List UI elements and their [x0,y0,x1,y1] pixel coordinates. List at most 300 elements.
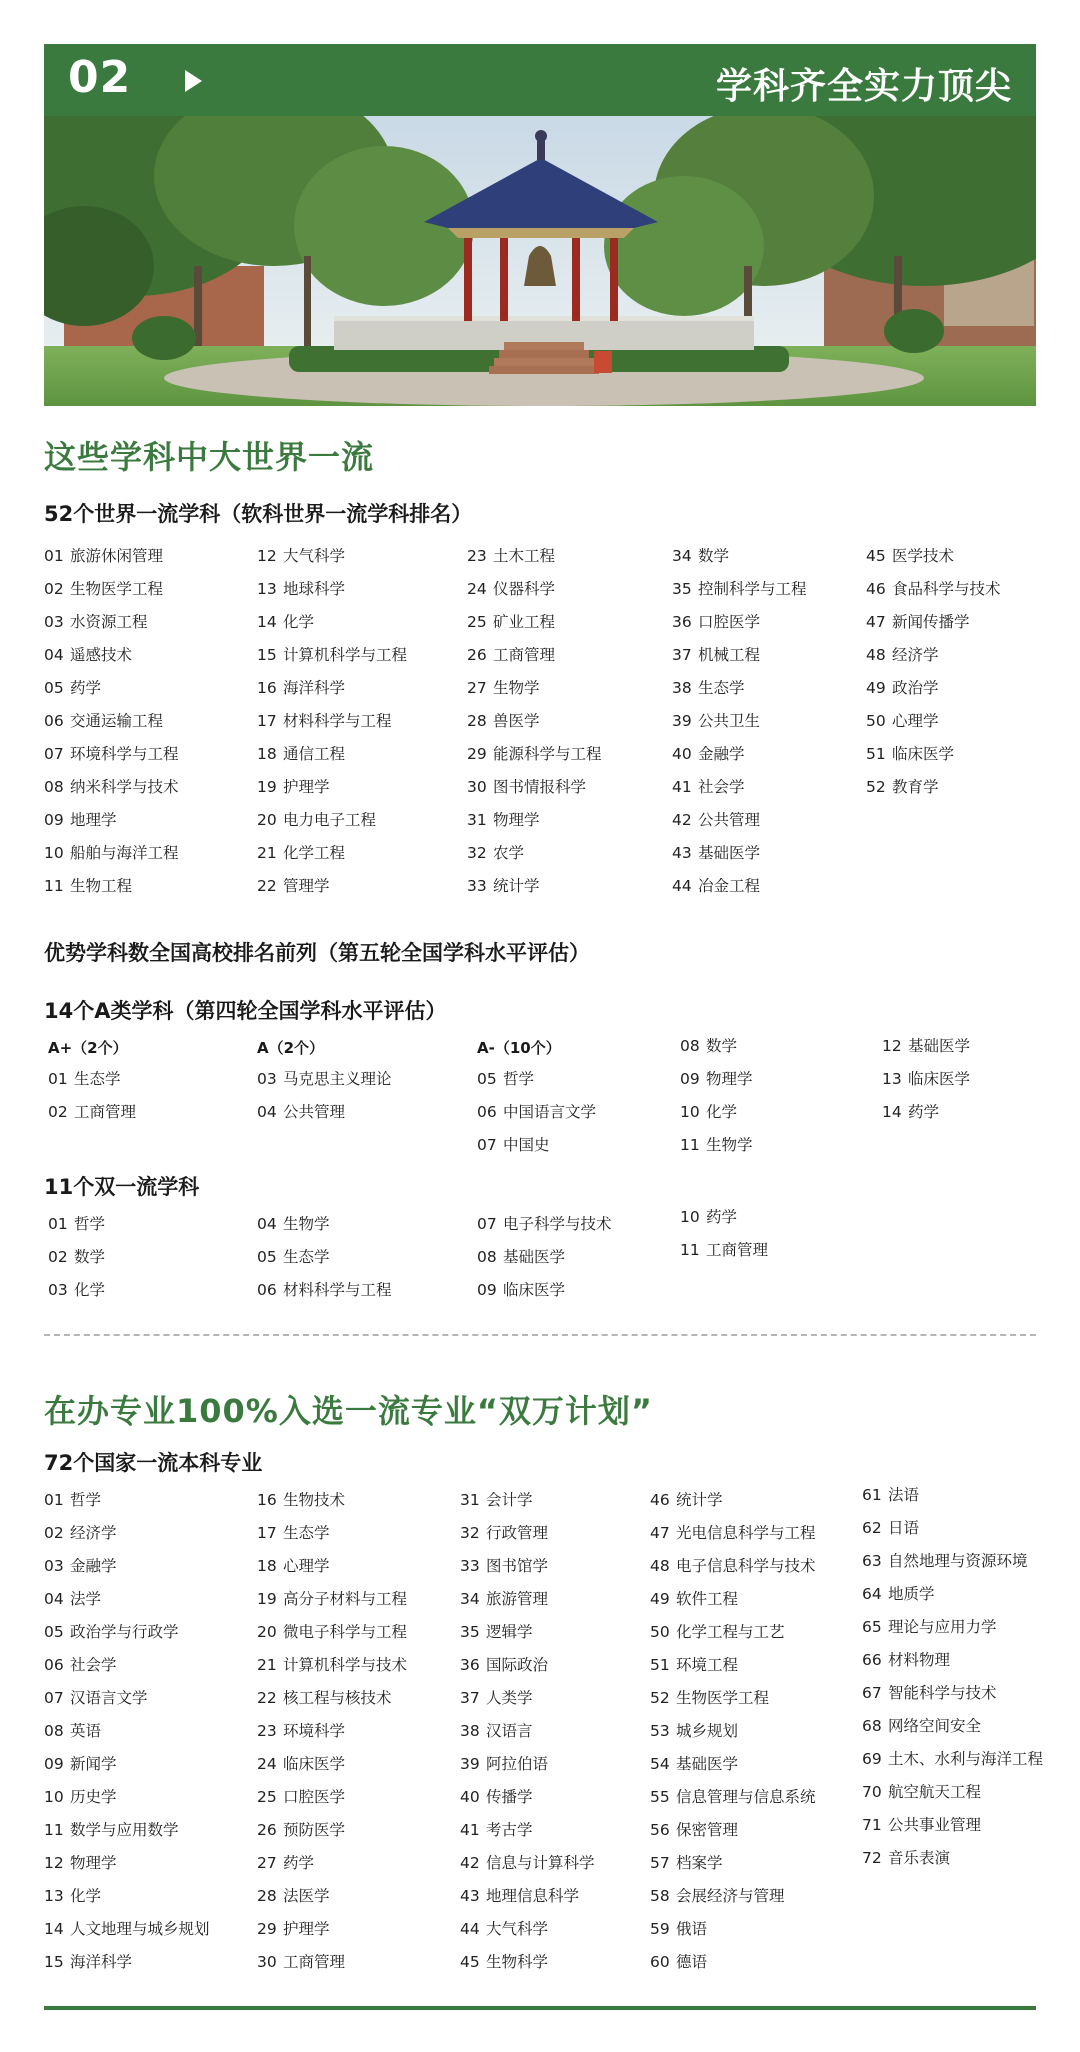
item-number: 09 [44,811,64,829]
item-number: 12 [882,1037,902,1055]
item-label: 环境科学与工程 [70,745,179,763]
item-number: 03 [257,1070,277,1088]
list-item [866,606,1001,639]
item-number: 30 [257,1953,277,1971]
item-number: 19 [257,1590,277,1608]
item-label: 历史学 [70,1788,117,1806]
item-label: 金融学 [70,1557,117,1575]
item-number: 14 [44,1920,64,1938]
item-label: 生物技术 [283,1491,346,1509]
item-label: 英语 [70,1722,102,1740]
list-item [257,1096,392,1129]
list-item [650,1880,816,1913]
majors-title: 72个国家一流本科专业 [44,1451,263,1475]
item-label: 水资源工程 [70,613,148,631]
item-label: 生物学 [493,679,540,697]
item-label: 人文地理与城乡规划 [70,1920,210,1938]
list-item [44,1649,210,1682]
list-item [460,1946,595,1979]
item-label: 统计学 [493,877,540,895]
list-item [460,1847,595,1880]
item-label: 汉语言 [486,1722,533,1740]
item-label: 微电子科学与工程 [283,1623,408,1641]
item-number: 20 [257,811,277,829]
item-label: 考古学 [486,1821,533,1839]
item-number: 01 [44,1491,64,1509]
list-item [672,540,807,573]
item-label: 法学 [70,1590,102,1608]
list-item [672,738,807,771]
list-item [672,771,807,804]
item-number: 59 [650,1920,670,1938]
a-minus-label: A-（10个） [477,1039,561,1057]
list-item [882,1030,970,1063]
list-item [257,1241,392,1274]
list-item [467,606,602,639]
item-label: 生态学 [283,1248,330,1266]
item-label: 网络空间安全 [888,1717,982,1735]
item-label: 环境工程 [676,1656,739,1674]
item-number: 04 [44,1590,64,1608]
item-number: 32 [460,1524,480,1542]
item-label: 数学 [698,547,730,565]
item-label: 哲学 [70,1491,102,1509]
item-number: 50 [650,1623,670,1641]
item-number: 05 [44,1623,64,1641]
item-number: 69 [862,1750,882,1768]
list-item [460,1682,595,1715]
list-item [257,1616,407,1649]
item-label: 信息管理与信息系统 [676,1788,816,1806]
item-label: 化学 [70,1887,102,1905]
item-label: 口腔医学 [698,613,761,631]
list-item [477,1241,612,1274]
item-label: 大气科学 [283,547,346,565]
list-item [650,1649,816,1682]
item-number: 22 [257,1689,277,1707]
item-number: 43 [460,1887,480,1905]
list-item [257,870,407,903]
item-label: 地理学 [70,811,117,829]
list-column [44,1484,210,1979]
item-label: 档案学 [676,1854,723,1872]
list-item [44,1847,210,1880]
play-arrow-icon [185,70,202,92]
item-label: 旅游管理 [486,1590,549,1608]
item-label: 化学工程 [283,844,346,862]
list-item [257,1781,407,1814]
item-label: 人类学 [486,1689,533,1707]
list-item [477,1274,612,1307]
list-item [862,1644,1043,1677]
item-number: 43 [672,844,692,862]
list-item [467,771,602,804]
item-number: 36 [672,613,692,631]
item-label: 地理信息科学 [486,1887,580,1905]
list-item [650,1781,816,1814]
item-number: 06 [44,1656,64,1674]
item-number: 66 [862,1651,882,1669]
item-number: 04 [257,1103,277,1121]
list-item [257,738,407,771]
list-item [862,1710,1043,1743]
list-item [650,1847,816,1880]
item-number: 23 [257,1722,277,1740]
item-number: 61 [862,1486,882,1504]
item-label: 药学 [70,679,102,697]
list-item [866,771,1001,804]
item-label: 物理学 [493,811,540,829]
list-column [257,540,407,903]
item-number: 39 [672,712,692,730]
item-label: 软件工程 [676,1590,739,1608]
item-number: 27 [257,1854,277,1872]
item-label: 海洋科学 [70,1953,133,1971]
item-label: 护理学 [283,778,330,796]
item-label: 材料科学与工程 [283,1281,392,1299]
item-label: 地球科学 [283,580,346,598]
item-label: 基础医学 [698,844,761,862]
item-number: 37 [460,1689,480,1707]
item-number: 15 [257,646,277,664]
item-label: 农学 [493,844,525,862]
item-label: 国际政治 [486,1656,549,1674]
list-item [44,771,179,804]
item-number: 09 [680,1070,700,1088]
list-item [257,1649,407,1682]
list-item [44,1880,210,1913]
list-item [467,672,602,705]
item-label: 电子科学与技术 [503,1215,612,1233]
list-item [460,1814,595,1847]
item-number: 26 [467,646,487,664]
item-number: 21 [257,844,277,862]
list-item [460,1781,595,1814]
item-number: 01 [48,1215,68,1233]
item-label: 生物科学 [486,1953,549,1971]
list-column [44,540,179,903]
item-number: 42 [460,1854,480,1872]
item-number: 70 [862,1783,882,1801]
list-item [48,1274,105,1307]
item-number: 02 [48,1248,68,1266]
item-label: 工商管理 [74,1103,137,1121]
list-item [44,1682,210,1715]
list-item [48,1208,105,1241]
item-label: 药学 [706,1208,738,1226]
item-label: 经济学 [70,1524,117,1542]
list-column [257,1063,392,1129]
item-number: 18 [257,745,277,763]
advantage-title: 优势学科数全国高校排名前列（第五轮全国学科水平评估） [44,941,590,965]
item-number: 04 [257,1215,277,1233]
item-label: 船舶与海洋工程 [70,844,179,862]
item-label: 航空航天工程 [888,1783,982,1801]
item-label: 金融学 [698,745,745,763]
list-item [467,540,602,573]
item-label: 基础医学 [503,1248,566,1266]
item-number: 63 [862,1552,882,1570]
list-item [44,606,179,639]
item-number: 65 [862,1618,882,1636]
list-column [650,1484,816,1979]
item-number: 13 [257,580,277,598]
item-number: 71 [862,1816,882,1834]
item-number: 57 [650,1854,670,1872]
list-item [650,1550,816,1583]
item-number: 37 [672,646,692,664]
campus-pavilion-photo [44,116,1036,406]
list-column [477,1208,612,1307]
list-item [257,1517,407,1550]
item-number: 17 [257,712,277,730]
list-item [257,1208,392,1241]
item-number: 05 [44,679,64,697]
item-label: 核工程与核技术 [283,1689,392,1707]
item-number: 67 [862,1684,882,1702]
item-number: 34 [672,547,692,565]
list-item [460,1616,595,1649]
item-number: 32 [467,844,487,862]
item-number: 47 [650,1524,670,1542]
item-number: 14 [257,613,277,631]
list-item [650,1616,816,1649]
list-item [650,1946,816,1979]
item-number: 64 [862,1585,882,1603]
section-number: 02 [68,52,132,103]
item-label: 数学与应用数学 [70,1821,179,1839]
item-number: 46 [866,580,886,598]
list-item [257,540,407,573]
item-label: 社会学 [698,778,745,796]
list-item [672,705,807,738]
item-number: 12 [44,1854,64,1872]
item-number: 08 [680,1037,700,1055]
item-number: 15 [44,1953,64,1971]
item-label: 生物医学工程 [676,1689,770,1707]
list-item [866,672,1001,705]
item-label: 哲学 [74,1215,106,1233]
item-number: 40 [460,1788,480,1806]
item-number: 46 [650,1491,670,1509]
list-item [650,1682,816,1715]
list-item [862,1677,1043,1710]
list-column [48,1063,136,1129]
list-column [467,540,602,903]
item-number: 31 [467,811,487,829]
item-number: 05 [257,1248,277,1266]
list-item [257,1063,392,1096]
list-item [44,1550,210,1583]
item-number: 21 [257,1656,277,1674]
item-label: 矿业工程 [493,613,556,631]
item-number: 53 [650,1722,670,1740]
list-item [44,837,179,870]
list-item [257,705,407,738]
list-item [650,1913,816,1946]
list-item [44,1748,210,1781]
list-item [44,1946,210,1979]
item-label: 德语 [676,1953,708,1971]
item-number: 07 [477,1215,497,1233]
list-item [257,1847,407,1880]
list-item [48,1063,136,1096]
item-label: 化学 [706,1103,738,1121]
list-item [467,804,602,837]
item-number: 22 [257,877,277,895]
item-label: 生态学 [283,1524,330,1542]
list-item [672,606,807,639]
item-number: 31 [460,1491,480,1509]
item-label: 物理学 [706,1070,753,1088]
item-label: 地质学 [888,1585,935,1603]
list-item [257,1484,407,1517]
item-label: 公共事业管理 [888,1816,982,1834]
item-number: 28 [257,1887,277,1905]
list-item [460,1484,595,1517]
item-label: 遥感技术 [70,646,133,664]
item-number: 47 [866,613,886,631]
list-item [467,870,602,903]
item-label: 预防医学 [283,1821,346,1839]
campus-scene-illustration [44,116,1036,406]
item-label: 药学 [908,1103,940,1121]
list-item [866,639,1001,672]
item-label: 基础医学 [676,1755,739,1773]
item-label: 传播学 [486,1788,533,1806]
section-banner [44,44,1036,116]
item-label: 政治学 [892,679,939,697]
list-item [44,1616,210,1649]
list-item [44,705,179,738]
list-item [460,1880,595,1913]
item-label: 新闻传播学 [892,613,970,631]
item-label: 电力电子工程 [283,811,377,829]
item-number: 48 [866,646,886,664]
list-item [866,738,1001,771]
list-item [257,1814,407,1847]
item-number: 11 [680,1241,700,1259]
item-label: 马克思主义理论 [283,1070,392,1088]
item-number: 33 [467,877,487,895]
list-item [257,1682,407,1715]
item-label: 逻辑学 [486,1623,533,1641]
item-number: 35 [460,1623,480,1641]
list-item [44,1583,210,1616]
item-label: 公共卫生 [698,712,761,730]
list-item [650,1814,816,1847]
list-item [257,1274,392,1307]
item-number: 50 [866,712,886,730]
list-column [477,1063,596,1162]
item-label: 统计学 [676,1491,723,1509]
item-number: 25 [257,1788,277,1806]
item-label: 食品科学与技术 [892,580,1001,598]
list-item [680,1096,753,1129]
a-label: A（2个） [257,1039,325,1057]
item-number: 25 [467,613,487,631]
item-label: 新闻学 [70,1755,117,1773]
item-number: 68 [862,1717,882,1735]
list-item [460,1748,595,1781]
list-item [862,1479,1043,1512]
list-item [44,738,179,771]
item-number: 08 [44,778,64,796]
item-label: 计算机科学与工程 [283,646,408,664]
item-label: 数学 [74,1248,106,1266]
item-label: 工商管理 [706,1241,769,1259]
item-label: 高分子材料与工程 [283,1590,408,1608]
item-number: 38 [672,679,692,697]
item-number: 13 [882,1070,902,1088]
list-column [672,540,807,903]
item-number: 29 [257,1920,277,1938]
item-label: 城乡规划 [676,1722,739,1740]
item-label: 土木、水利与海洋工程 [888,1750,1044,1768]
item-label: 电子信息科学与技术 [676,1557,816,1575]
item-number: 04 [44,646,64,664]
item-number: 38 [460,1722,480,1740]
item-label: 工商管理 [283,1953,346,1971]
item-label: 仪器科学 [493,580,556,598]
item-label: 控制科学与工程 [698,580,807,598]
item-number: 40 [672,745,692,763]
list-item [257,672,407,705]
double-first-class-title: 11个双一流学科 [44,1175,200,1199]
list-item [257,1715,407,1748]
item-number: 56 [650,1821,670,1839]
list-item [44,672,179,705]
list-item [44,540,179,573]
item-number: 52 [650,1689,670,1707]
list-item [467,573,602,606]
item-number: 14 [882,1103,902,1121]
item-number: 13 [44,1887,64,1905]
list-item [862,1545,1043,1578]
list-item [650,1715,816,1748]
item-number: 08 [44,1722,64,1740]
item-label: 工商管理 [493,646,556,664]
item-number: 54 [650,1755,670,1773]
item-label: 环境科学 [283,1722,346,1740]
item-number: 10 [680,1208,700,1226]
list-item [467,639,602,672]
item-label: 生物学 [706,1136,753,1154]
list-item [672,672,807,705]
item-label: 图书馆学 [486,1557,549,1575]
item-number: 49 [866,679,886,697]
item-label: 心理学 [283,1557,330,1575]
list-item [862,1611,1043,1644]
item-number: 44 [672,877,692,895]
list-item [460,1913,595,1946]
a-class-title: 14个A类学科（第四轮全国学科水平评估） [44,999,447,1023]
list-item [44,1715,210,1748]
item-number: 01 [44,547,64,565]
list-item [48,1241,105,1274]
item-label: 医学技术 [892,547,955,565]
list-item [862,1776,1043,1809]
list-item [680,1201,768,1234]
item-label: 社会学 [70,1656,117,1674]
list-item [460,1715,595,1748]
list-item [650,1583,816,1616]
item-number: 48 [650,1557,670,1575]
section-title: 学科齐全实力顶尖 [715,66,1012,107]
list-column [680,1030,753,1162]
item-number: 06 [44,712,64,730]
item-number: 17 [257,1524,277,1542]
